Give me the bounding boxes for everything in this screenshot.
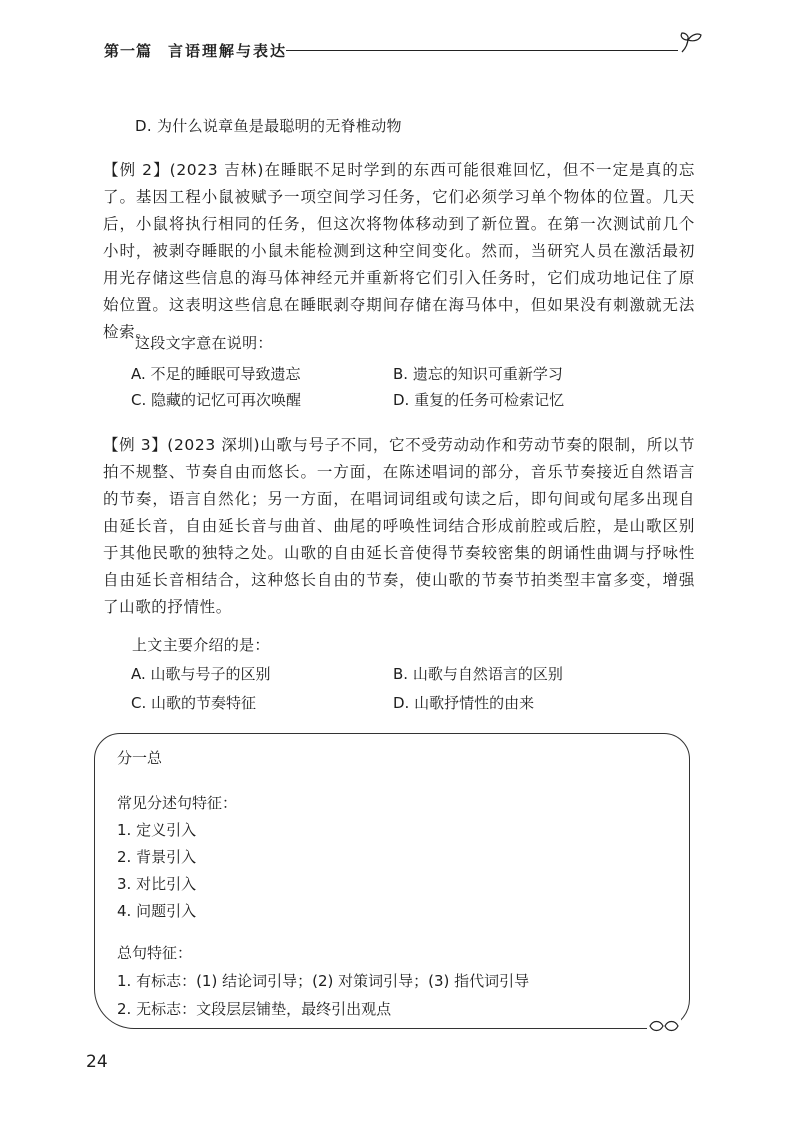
example3-paragraph: 【例 3】(2023 深圳)山歌与号子不同，它不受劳动动作和劳动节奏的限制，所以节拍不规整、节奏自由而悠长。一方面，在陈述唱词的部分，音乐节奏接近自然语言的节奏，语言自然化；另一方面，在唱词词组或句读之后，即句间或句尾多出现自由延长音，自由延长音与曲首、曲尾的呼唤性词结合形成前腔或后腔，是山歌区别于其他民歌的独特之处。山歌的自由延长音使得节奏较密集的朗诵性曲调与抒咏性自由延长音相结合，这种悠长自由的节奏，使山歌的节奏节拍类型丰富多变，增强了山歌的抒情性。 — [103, 436, 695, 616]
summary-box — [94, 733, 690, 1029]
example2-option-a: A. 不足的睡眠可导致遗忘 — [131, 365, 301, 383]
header-title: 言语理解与表达 — [168, 42, 288, 60]
sprout-icon — [678, 30, 704, 54]
summary-item: 2. 背景引入 — [117, 848, 197, 866]
summary-item: 1. 有标志：(1) 结论词引导；(2) 对策词引导；(3) 指代词引导 — [117, 972, 530, 990]
example3-option-d: D. 山歌抒情性的由来 — [393, 694, 535, 712]
summary-item: 2. 无标志：文段层层铺垫，最终引出观点 — [117, 1000, 392, 1018]
prev-option-d: D. 为什么说章鱼是最聪明的无脊椎动物 — [135, 117, 402, 135]
example2-option-c: C. 隐藏的记忆可再次唤醒 — [131, 391, 302, 409]
summary-title: 分一总 — [117, 749, 163, 767]
example2-question: 这段文字意在说明： — [135, 334, 273, 352]
page-header — [104, 36, 704, 66]
example3-option-a: A. 山歌与号子的区别 — [131, 665, 271, 683]
example3-option-c: C. 山歌的节奏特征 — [131, 694, 257, 712]
example2-paragraph: 【例 2】(2023 吉林)在睡眠不足时学到的东西可能很难回忆，但不一定是真的忘了。基因工程小鼠被赋予一项空间学习任务，它们必须学习单个物体的位置。几天后，小鼠将执行相同的任务，但这次将物体移动到了新位置。在第一次测试前几个小时，被剥夺睡眠的小鼠未能检测到这种空间变化。然而，当研究人员在激活最初用光存储这些信息的海马体神经元并重新将它们引入任务时，它们成功地记住了原始位置。这表明这些信息在睡眠剥夺期间存储在海马体中，但如果没有刺激就无法检索。 — [103, 161, 695, 341]
header-rule — [286, 50, 678, 51]
header-part: 第一篇 — [104, 42, 153, 60]
summary-item: 4. 问题引入 — [117, 902, 197, 920]
example3-question: 上文主要介绍的是： — [132, 636, 270, 654]
leaf-icon — [647, 1018, 681, 1034]
summary-item: 1. 定义引入 — [117, 821, 197, 839]
page-number: 24 — [86, 1052, 108, 1072]
example2-option-d: D. 重复的任务可检索记忆 — [393, 391, 565, 409]
summary-subheading-2: 总句特征： — [117, 944, 193, 962]
summary-item: 3. 对比引入 — [117, 875, 197, 893]
example3-option-b: B. 山歌与自然语言的区别 — [393, 665, 563, 683]
example2-option-b: B. 遗忘的知识可重新学习 — [393, 365, 563, 383]
summary-subheading-1: 常见分述句特征： — [117, 794, 238, 812]
